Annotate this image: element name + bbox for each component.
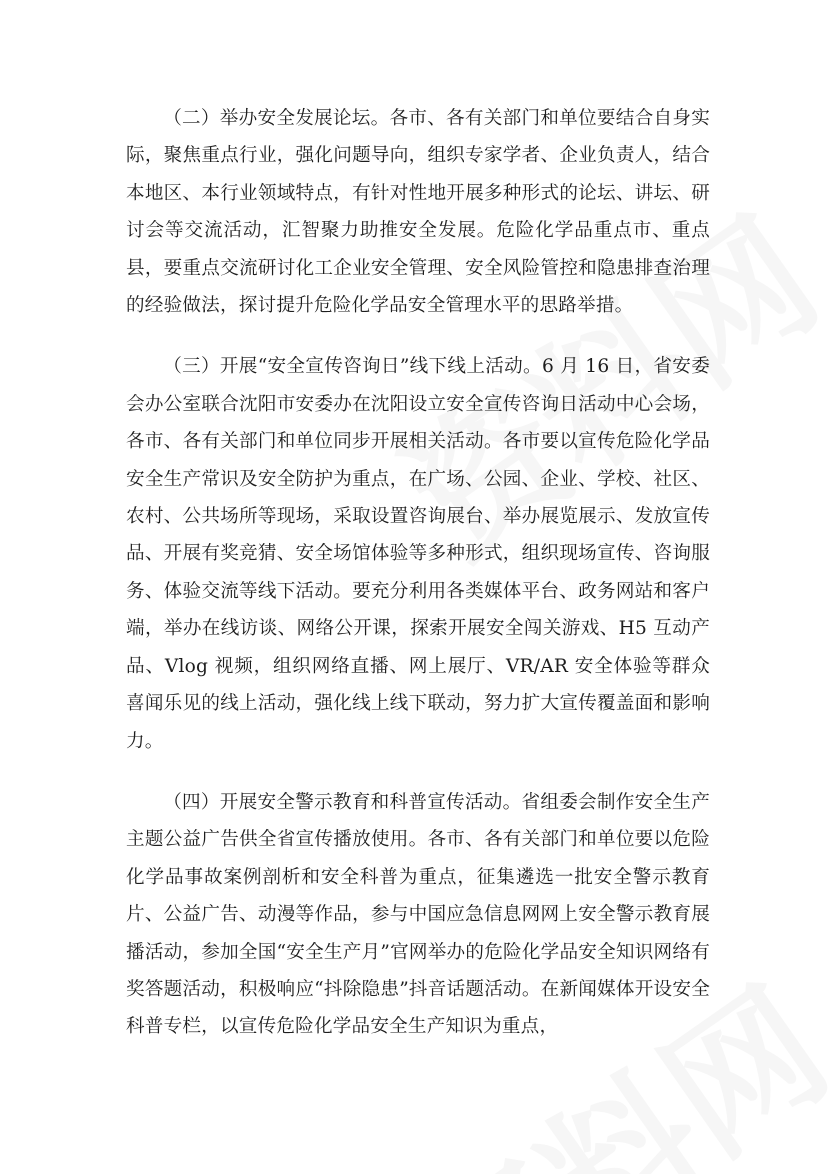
paragraph-consultation-day: （三）开展“安全宣传咨询日”线下线上活动。6 月 16 日，省安委会办公室联合沈阳市安委办在沈阳设立安全宣传咨询日活动中心会场，各市、各有关部门和单位同步开展相关活动。各市要以宣传危险化学品安全生产常识及安全防护为重点，在广场、公园、企业、学校、社区、农村、公共场所等现场，采取设置咨询展台、举办展览展示、发放宣传品、开展有奖竞猜、安全场馆体验等多种形式，组织现场宣传、咨询服务、体验交流等线下活动。要充分利用各类媒体平台、政务网站和客户端，举办在线访谈、网络公开课，探索开展安全闯关游戏、H5 互动产品、Vlog 视频，组织网络直播、网上展厅、VR/AR 安全体验等群众喜闻乐见的线上活动，强化线上线下联动，努力扩大宣传覆盖面和影响力。: [126, 356, 710, 752]
paragraph-forum: （二）举办安全发展论坛。各市、各有关部门和单位要结合自身实际，聚焦重点行业，强化问题导向，组织专家学者、企业负责人，结合本地区、本行业领域特点，有针对性地开展多种形式的论坛、讲坛、研讨会等交流活动，汇智聚力助推安全发展。危险化学品重点市、重点县，要重点交流研讨化工企业安全管理、安全风险管控和隐患排查治理的经验做法，探讨提升危险化学品安全管理水平的思路举措。: [126, 108, 710, 317]
paragraph-warning-education: （四）开展安全警示教育和科普宣传活动。省组委会制作安全生产主题公益广告供全省宣传播放使用。各市、各有关部门和单位要以危险化学品事故案例剖析和安全科普为重点，征集遴选一批安全警示教育片、公益广告、动漫等作品，参与中国应急信息网网上安全警示教育展播活动，参加全国“安全生产月”官网举办的危险化学品安全知识网络有奖答题活动，积极响应“抖除隐患”抖音话题活动。在新闻媒体开设安全科普专栏，以宣传危险化学品安全生产知识为重点，: [126, 791, 710, 1038]
document-body: [126, 100, 710, 1070]
